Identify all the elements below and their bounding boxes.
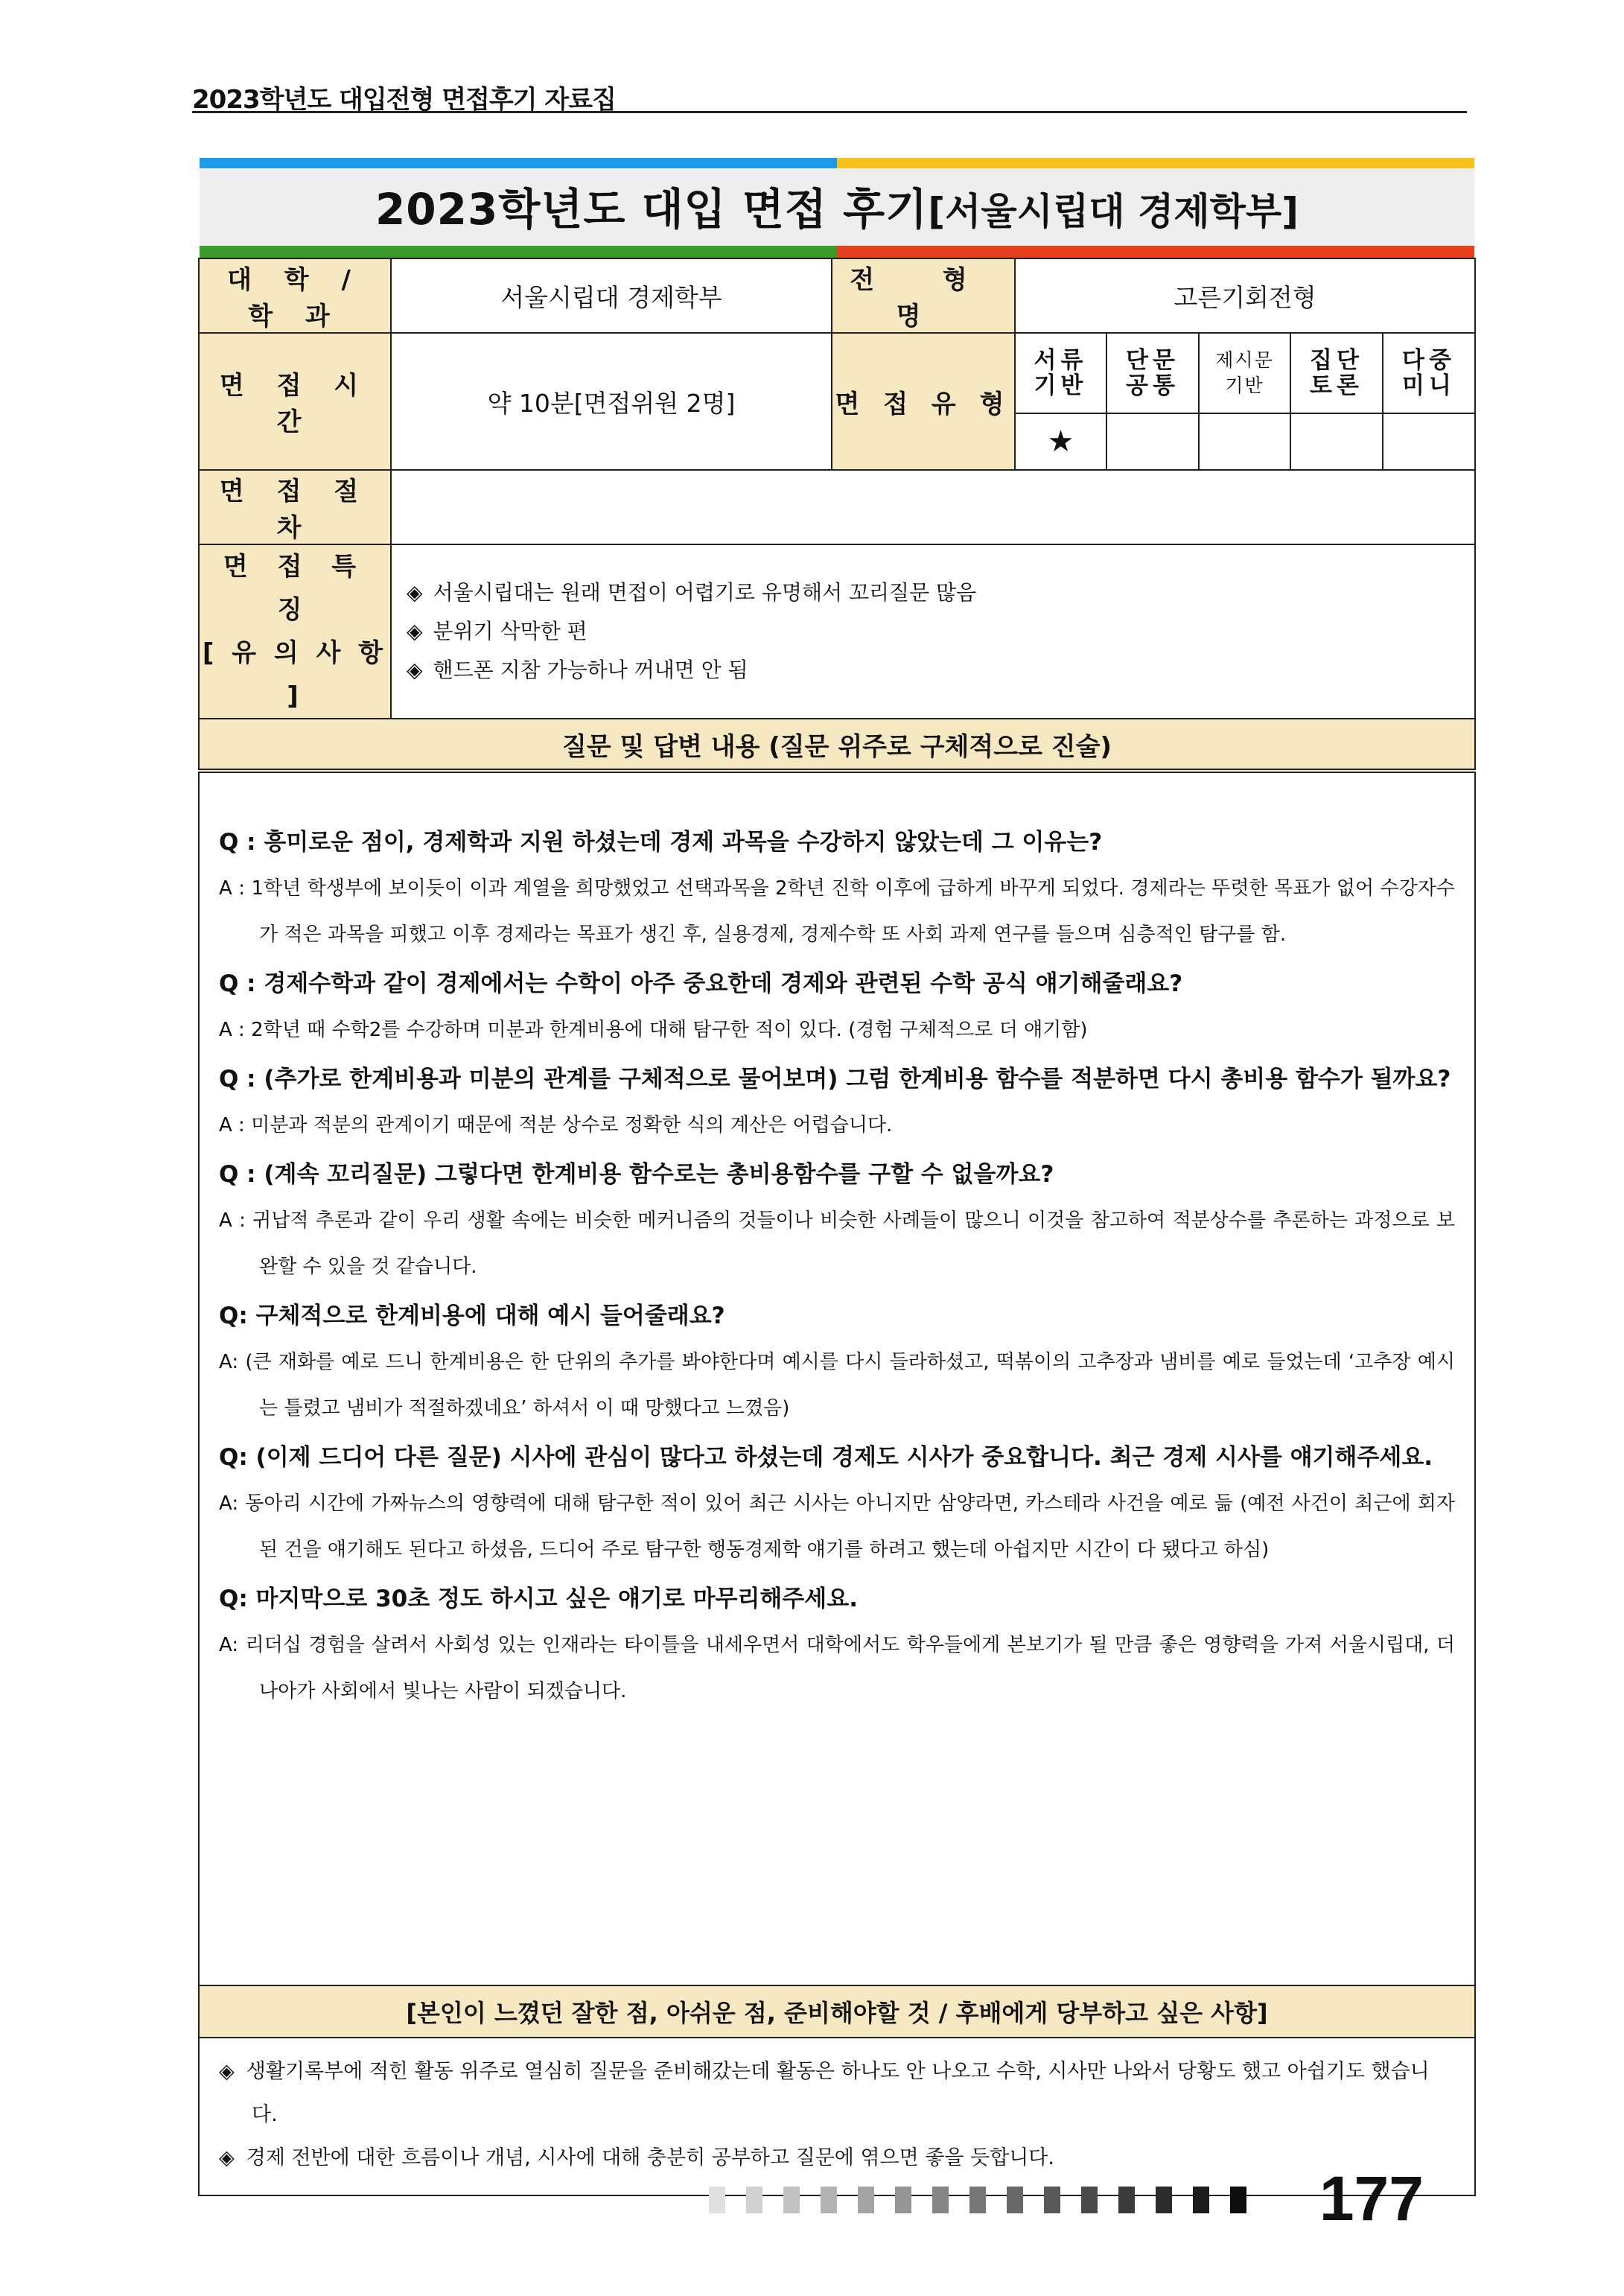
answer-4: A : 귀납적 추론과 같이 우리 생활 속에는 비슷한 메커니즘의 것들이나 비슷한 사례들이 많으니 이것을 참고하여 적분상수를 추론하는 과정으로 보완할 수 있을 것 같습니다. [219, 1209, 1455, 1278]
track-label: 전 형 명 [832, 258, 1015, 333]
answer-3: A : 미분과 적분의 관계이기 때문에 적분 상수로 정확한 식의 계산은 어렵습니다. [219, 1114, 893, 1136]
answer-7: A: 리더십 경험을 살려서 사회성 있는 인재라는 타이틀을 내세우면서 대학에서도 학우들에게 본보기가 될 만큼 좋은 영향력을 가져 서울시립대, 더 나아가 사회에서 빛나는 사람이 되겠습니다. [219, 1634, 1455, 1702]
title-sub: [서울시립대 경제학부] [928, 190, 1299, 233]
footer-square [932, 2187, 949, 2213]
page-footer [709, 2151, 1424, 2233]
type-document: 서류 기반 [1015, 333, 1106, 413]
footer-square [709, 2187, 725, 2213]
reflection-item: ◈ 생활기록부에 적힌 활동 위주로 열심히 질문을 준비해갔는데 활동은 하나도 안 나오고 수학, 시사만 나와서 당황도 했고 아쉽기도 했습니다. [219, 2050, 1455, 2137]
qa-section-header: 질문 및 답변 내용 (질문 위주로 구체적으로 진술) [199, 719, 1475, 771]
feature-item: ◈ 서울시립대는 원래 면접이 어렵기로 유명해서 꼬리질문 많음 [407, 573, 1459, 612]
reflection-header: [본인이 느꼈던 잘한 점, 아쉬운 점, 준비해야할 것 / 후배에게 당부하고 싶은 사항] [199, 1985, 1475, 2038]
feature-item: ◈ 핸드폰 지참 가능하나 꺼내면 안 됨 [407, 651, 1459, 690]
interview-form [198, 258, 1476, 2196]
type-short-common: 단문 공통 [1106, 333, 1199, 413]
footer-square [1230, 2187, 1246, 2213]
answer-6: A: 동아리 시간에 가짜뉴스의 영향력에 대해 탐구한 적이 있어 최근 시사는 아니지만 삼양라면, 카스테라 사건을 예로 듦 (예전 사건이 최근에 회자된 건을 얘기해도 된다고 하셨음, 드디어 주로 탐구한 행동경제학 얘기를 하려고 했는데 아쉽지만 시간이 다 됐다고 하심) [219, 1492, 1455, 1561]
feature-label: 면 접 특 징 [ 유 의 사 항 ] [199, 544, 391, 719]
running-header [192, 73, 1467, 113]
running-header-text: 2023학년도 대입전형 면접후기 자료집 [192, 85, 616, 115]
answer-2: A : 2학년 때 수학2를 수강하며 미분과 한계비용에 대해 탐구한 적이 있다. (경험 구체적으로 더 얘기함) [219, 1019, 1088, 1041]
question-7: Q: 마지막으로 30초 정도 하시고 싶은 얘기로 마무리해주세요. [219, 1586, 858, 1612]
footer-square [1081, 2187, 1098, 2213]
star-mark-icon: ★ [1015, 413, 1106, 470]
feature-item: ◈ 분위기 삭막한 편 [407, 612, 1459, 651]
page-title [200, 174, 1474, 237]
type-group-discussion: 집단 토론 [1290, 333, 1383, 413]
reflection-item: ◈ 경제 전반에 대한 흐름이나 개념, 시사에 대해 충분히 공부하고 질문에 엮으면 좋을 듯합니다. [219, 2137, 1455, 2180]
footer-square [1156, 2187, 1172, 2213]
univ-value: 서울시립대 경제학부 [391, 258, 832, 333]
footer-square [895, 2187, 911, 2213]
footer-square [1044, 2187, 1060, 2213]
time-value: 약 10분[면접위원 2명] [391, 333, 832, 470]
footer-square [1118, 2187, 1135, 2213]
answer-1: A : 1학년 학생부에 보이듯이 이과 계열을 희망했었고 선택과목을 2학년 진학 이후에 급하게 바꾸게 되었다. 경제라는 뚜렷한 목표가 없어 수강자수가 적은 과목을 피했고 이후 경제라는 목표가 생긴 후, 실용경제, 경제수학 또 사회 과제 연구를 들으며 심층적인 탐구를 함. [219, 877, 1455, 946]
title-block [200, 158, 1474, 258]
time-label: 면 접 시 간 [199, 333, 391, 470]
qa-content [199, 771, 1475, 1985]
title-color-bar-top [200, 158, 1474, 168]
process-label: 면 접 절 차 [199, 470, 391, 544]
footer-square [969, 2187, 986, 2213]
univ-label: 대 학 / 학 과 [199, 258, 391, 333]
footer-square [783, 2187, 800, 2213]
type-label: 면 접 유 형 [832, 333, 1015, 470]
footer-square [1193, 2187, 1209, 2213]
type-passage: 제시문 기반 [1199, 333, 1290, 413]
footer-square [858, 2187, 874, 2213]
footer-square [1007, 2187, 1023, 2213]
question-4: Q : (계속 꼬리질문) 그렇다면 한계비용 함수로는 총비용함수를 구할 수 없을까요? [219, 1161, 1054, 1188]
question-1: Q : 흥미로운 점이, 경제학과 지원 하셨는데 경제 과목을 수강하지 않았는데 그 이유는? [219, 829, 1103, 856]
answer-5: A: (큰 재화를 예로 드니 한계비용은 한 단위의 추가를 봐야한다며 예시를 다시 들라하셨고, 떡볶이의 고추장과 냄비를 예로 들었는데 ‘고추장 예시는 틀렸고 냄비가 적절하겠네요’ 하셔서 이 때 망했다고 느꼈음) [219, 1351, 1455, 1419]
track-value: 고른기회전형 [1015, 258, 1475, 333]
footer-square [821, 2187, 837, 2213]
footer-square [746, 2187, 762, 2213]
question-3: Q : (추가로 한계비용과 미분의 관계를 구체적으로 물어보며) 그럼 한계비용 함수를 적분하면 다시 총비용 함수가 될까요? [219, 1066, 1451, 1093]
question-6: Q: (이제 드디어 다른 질문) 시사에 관심이 많다고 하셨는데 경제도 시사가 중요합니다. 최근 경제 시사를 얘기해주세요. [219, 1444, 1433, 1471]
title-color-bar-bottom [200, 246, 1474, 258]
question-5: Q: 구체적으로 한계비용에 대해 예시 들어줄래요? [219, 1303, 725, 1329]
type-mmi: 다중 미니 [1383, 333, 1475, 413]
feature-list [391, 544, 1475, 719]
process-value [391, 470, 1475, 544]
question-2: Q : 경제수학과 같이 경제에서는 수학이 아주 중요한데 경제와 관련된 수학 공식 얘기해줄래요? [219, 970, 1183, 997]
page-number: 177 [1319, 2163, 1424, 2233]
title-main: 2023학년도 대입 면접 후기 [375, 184, 929, 235]
